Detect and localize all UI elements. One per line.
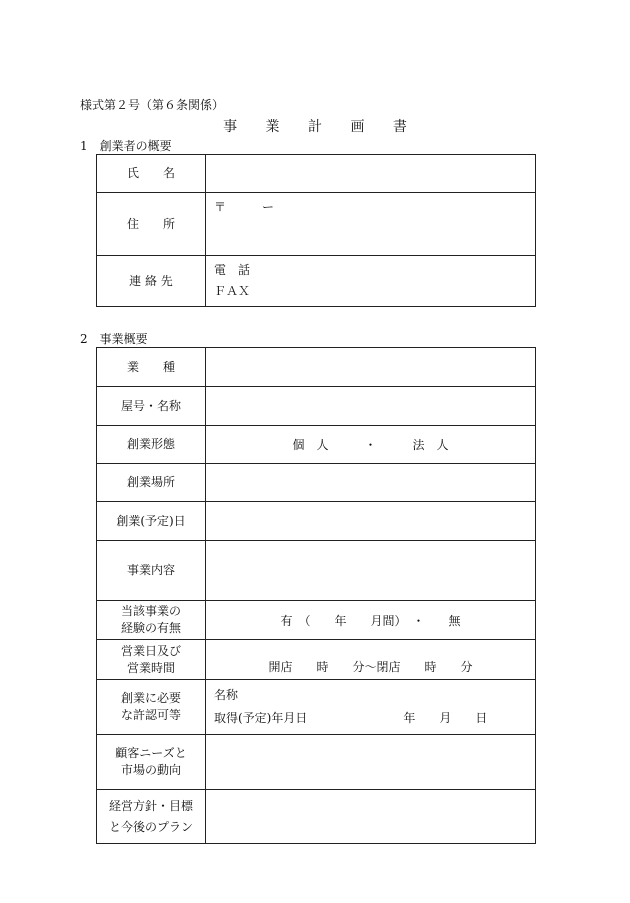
founder-overview-table — [96, 154, 536, 307]
permit-label — [97, 680, 206, 735]
postal-code-mark: 〒 ー — [214, 200, 275, 214]
name-field[interactable] — [206, 155, 536, 193]
contact-label: 連 絡 先 — [97, 256, 206, 307]
location-row — [97, 464, 536, 502]
customer-needs-field[interactable] — [206, 735, 536, 790]
phone-label: 電 話 — [214, 263, 251, 277]
management-policy-field[interactable] — [206, 790, 536, 844]
permit-name-label: 名称 — [214, 688, 239, 702]
permit-label-line1: 創業に必要 — [120, 691, 181, 705]
permit-label-line2: な許認可等 — [120, 708, 181, 722]
start-date-field[interactable] — [206, 502, 536, 541]
business-form-label: 創業形態 — [97, 426, 206, 464]
business-hours-label-line2: 営業時間 — [126, 660, 175, 675]
business-content-label: 事業内容 — [97, 541, 206, 601]
business-hours-label-line1: 営業日及び — [120, 643, 181, 658]
fax-label: ＦＡＸ — [214, 284, 251, 298]
address-row — [97, 193, 536, 256]
business-overview-table — [96, 347, 536, 844]
experience-row — [97, 601, 536, 640]
business-hours-row — [97, 640, 536, 680]
business-hours-label — [97, 640, 206, 680]
section2-heading: 2 事業概要 — [80, 332, 148, 346]
management-policy-label — [97, 790, 206, 844]
contact-field[interactable] — [206, 256, 536, 307]
location-field[interactable] — [206, 464, 536, 502]
business-content-field[interactable] — [206, 541, 536, 601]
experience-label-line2: 経験の有無 — [120, 621, 181, 635]
management-policy-label-line1: 経営方針・目標 — [108, 798, 193, 813]
name-label: 氏 名 — [97, 155, 206, 193]
address-field[interactable] — [206, 193, 536, 256]
form-number: 様式第２号（第６条関係） — [80, 98, 225, 112]
industry-row — [97, 348, 536, 387]
customer-needs-row — [97, 735, 536, 790]
trade-name-row — [97, 387, 536, 426]
address-label: 住 所 — [97, 193, 206, 256]
permit-date-label: 取得(予定)年月日 年 月 日 — [214, 711, 488, 725]
location-label: 創業場所 — [97, 464, 206, 502]
industry-field[interactable] — [206, 348, 536, 387]
start-date-row — [97, 502, 536, 541]
trade-name-field[interactable] — [206, 387, 536, 426]
management-policy-label-line2: と今後のプラン — [108, 819, 193, 834]
name-row — [97, 155, 536, 193]
customer-needs-label-line1: 顧客ニーズと — [115, 746, 187, 760]
customer-needs-label-line2: 市場の動向 — [120, 763, 181, 777]
business-form-value[interactable]: 個 人 ・ 法 人 — [206, 426, 536, 464]
start-date-label: 創業(予定)日 — [97, 502, 206, 541]
permit-row — [97, 680, 536, 735]
customer-needs-label — [97, 735, 206, 790]
experience-label-line1: 当該事業の — [120, 604, 181, 618]
business-form-row — [97, 426, 536, 464]
section1-heading: 1 創業者の概要 — [80, 139, 172, 153]
experience-value[interactable]: 有 （ 年 月間） ・ 無 — [206, 601, 536, 640]
industry-label: 業 種 — [97, 348, 206, 387]
trade-name-label: 屋号・名称 — [97, 387, 206, 426]
contact-row — [97, 256, 536, 307]
experience-label — [97, 601, 206, 640]
business-content-row — [97, 541, 536, 601]
permit-field[interactable] — [206, 680, 536, 735]
management-policy-row — [97, 790, 536, 844]
document-title: 事 業 計 画 書 — [223, 119, 419, 135]
business-hours-value[interactable]: 開店 時 分〜閉店 時 分 — [206, 640, 536, 680]
